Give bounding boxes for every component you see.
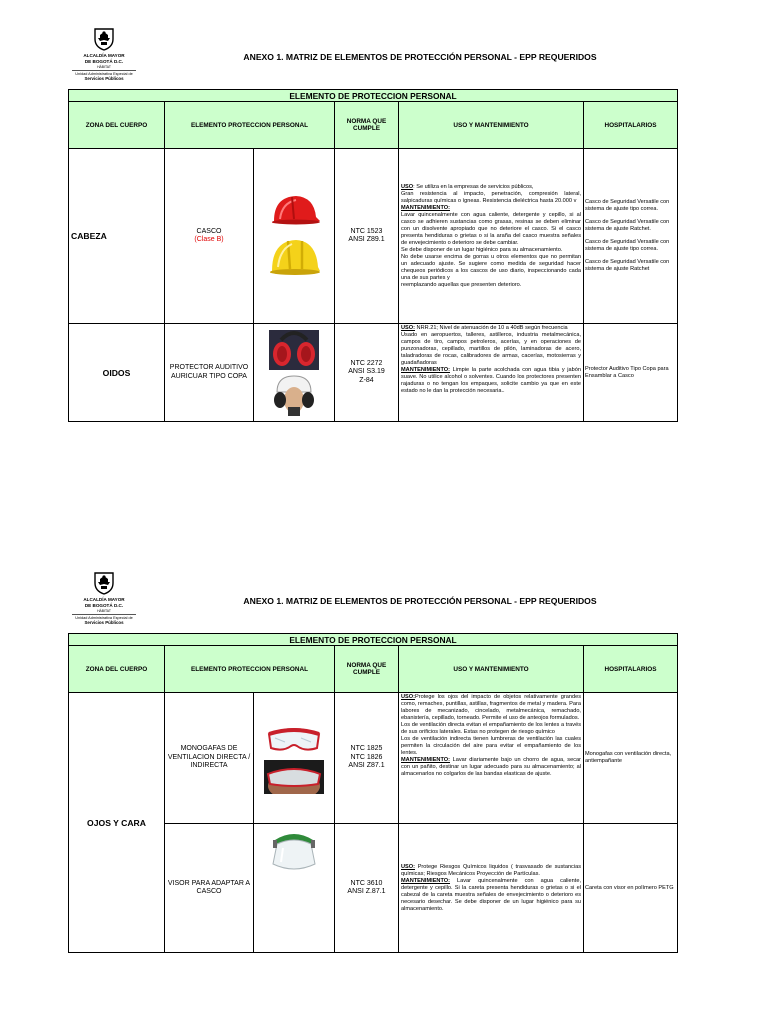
logo-line-5: Servicios Públicos <box>84 620 124 626</box>
logo-line-2: DE BOGOTÁ D.C. <box>84 59 124 65</box>
mant-line: Lavar quincenalmente con agua caliente, detergente y cepillo, si al casco se adhieren sustancias como grasas, resinas se deben eliminar con un disolvente apropiado que no deteriore el casco. Si el casco presenta hendiduras o grietas o si la araña del casco muestra señales de envejecimiento o deterioro se debe cambiar. <box>401 211 581 246</box>
element-casco <box>165 149 254 324</box>
hosp-item: Casco de Seguridad Versatile con sistema de ajuste Ratchet. <box>585 219 670 232</box>
goggles-image <box>265 722 323 756</box>
header-elemento: ELEMENTO PROTECCION PERSONAL <box>165 646 335 693</box>
mantenimiento-label: MANTENIMIENTO: <box>401 877 450 884</box>
logo-line-4: Unidad Administrativa Especial de <box>75 615 133 620</box>
auditivo-images <box>254 324 335 422</box>
mant-line: Lavar diariamente bajo un chorro de agua, secar con un pañito, destinar un lugar adecuado para su almacenamiento; al almacenarlos no colgarlos de las bandas elasticas de ajuste. <box>401 757 581 777</box>
header-elemento: ELEMENTO PROTECCION PERSONAL <box>165 102 335 149</box>
zone-cabeza: CABEZA <box>69 149 165 324</box>
header-uso: USO Y MANTENIMIENTO <box>399 646 584 693</box>
mant-line: No debe usarse encima de gorras u otros elementos que no permitan un adecuado ajuste. Se sugiere como medida de seguridad hacer chequeos periódicos a los cascos de uso diario, inspeccionando cada una de sus partes y <box>401 253 581 281</box>
table-row <box>69 149 678 324</box>
norma-casco: NTC 1523 ANSI Z89.1 <box>335 149 399 324</box>
zone-ojos-cara: OJOS Y CARA <box>69 693 165 953</box>
mant-line: reemplazando aquellas que presenten deterioro. <box>401 281 522 288</box>
norma-auditivo: NTC 2272 ANSI S3.19 Z-84 <box>335 324 399 422</box>
element-casco-label: CASCO <box>196 227 222 235</box>
uso-casco <box>399 149 584 324</box>
alcaldia-logo <box>70 570 138 625</box>
logo-line-1: ALCALDÍA MAYOR <box>83 597 125 602</box>
mant-line: Limpie la parte acolchada con agua tibia y jabón suave. No utilice alcohol o solventes. Cuando los protectores presenten rajaduras o no tengan los empaques, solicite cambio ya que en este estado no le dan la protección necesaria.. <box>401 367 581 394</box>
logo-line-5: Servicios Públicos <box>84 76 124 82</box>
uso-monogafas <box>399 693 584 824</box>
epp-table <box>68 633 678 953</box>
logo-line-3: HÁBITAT <box>97 64 111 69</box>
mant-line: Lavar quincenalmente con agua caliente, detergente y cepillo. Si la careta presenta hendiduras o grietas o si el cabezal de la careta muestra señales de envejecimiento o deterioro es necesario desechar. Se debe disponer de un lugar higiénico para su almacenamiento. <box>401 877 581 912</box>
hosp-item: Casco de Seguridad Versatile con sistema de ajuste tipo correa. <box>585 199 670 212</box>
uso-visor <box>399 824 584 953</box>
uso-text: NRR.21; Nivel de atenuación de 10 a 40dB según frecuencia <box>414 325 568 331</box>
header-zona: ZONA DEL CUERPO <box>69 102 165 149</box>
table-row <box>69 324 678 422</box>
uso-label: USO <box>401 183 414 190</box>
face-shield-image <box>267 828 321 872</box>
yellow-helmet-image <box>266 233 322 281</box>
visor-images <box>254 824 335 953</box>
element-visor: VISOR PARA ADAPTAR A CASCO <box>165 824 254 953</box>
norma-visor: NTC 3610 ANSI Z.87.1 <box>335 824 399 953</box>
casco-images <box>254 149 335 324</box>
logo-line-1: ALCALDÍA MAYOR <box>83 53 125 58</box>
earmuff-image <box>269 330 319 370</box>
logo-divider <box>72 70 136 71</box>
element-protector-auditivo: PROTECTOR AUDITIVO AURICUAR TIPO COPA <box>165 324 254 422</box>
uso-line: Los de ventilación indirecta tienen lumbreras de ventilación las cuales permiten la circulación del aire para evitar el empañamiento de los lentes. <box>401 736 581 756</box>
table-caption: ELEMENTO DE PROTECCION PERSONAL <box>69 634 678 646</box>
goggles-worn-image <box>264 760 324 794</box>
logo-divider <box>72 614 136 615</box>
alcaldia-logo <box>70 26 138 81</box>
uso-text: Protege los ojos del impacto de objetos relativamente grandes como, remaches, puntillas, astillas, fragmentos de metal y madera. Para labores de mecanizado, cincelado, metalmecánica, remachado, ebanistería, cepillado, torneado. Permite el uso de anteojos formulados. <box>401 694 581 721</box>
red-helmet-image <box>266 191 322 229</box>
norma-monogafas: NTC 1825 NTC 1826 ANSI Z87.1 <box>335 693 399 824</box>
mantenimiento-label: MANTENIMIENTO: <box>401 367 450 373</box>
mant-line: Se debe disponer de un lugar higiénico para su almacenamiento. <box>401 246 563 253</box>
uso-text: : Se utiliza en la empresas de servicios públicos, <box>413 183 534 190</box>
header-uso: USO Y MANTENIMIENTO <box>399 102 584 149</box>
document-title: ANEXO 1. MATRIZ DE ELEMENTOS DE PROTECCIÓN PERSONAL - EPP REQUERIDOS <box>243 52 597 62</box>
table-row <box>69 693 678 824</box>
header-zona: ZONA DEL CUERPO <box>69 646 165 693</box>
hosp-casco <box>584 149 678 324</box>
uso-label: USO: <box>401 863 415 870</box>
mantenimiento-label: MANTENIMIENTO: <box>401 204 450 211</box>
uso-label: USO: <box>401 325 415 331</box>
logo-line-2: DE BOGOTÁ D.C. <box>84 603 124 609</box>
uso-line: Usado en aeropuertos, talleres, astilleros, industria metalmecánica, campos de tiro, campos petroleros, acerías, y en operaciones de punzonadoras, cepillado, martillos de pilón, laminadoras de acero, taladradoras de rocas, calibradores de armas, cacerías, motosierras y guadañadoras <box>401 332 581 366</box>
hosp-item: Casco de Seguridad Versatile con sistema de ajuste Ratchet <box>585 259 670 272</box>
uso-auditivo <box>399 324 584 422</box>
header-norma: NORMA QUE CUMPLE <box>335 102 399 149</box>
hosp-visor: Careta con visor en polímero PETG <box>584 824 678 953</box>
uso-label: USO: <box>401 694 415 700</box>
uso-line: Los de ventilación directa evitan el empañamiento de los lentes a través de sus orificios laterales. Estas no protegen de riesgo químico <box>401 722 581 735</box>
uso-text: Protege Riesgos Químicos liquidos ( trasvasado de sustancias químicas; Riesgos Mecánicos Proyección de Partículas. <box>401 863 581 877</box>
logo-line-3: HÁBITAT <box>97 608 111 613</box>
document-title: ANEXO 1. MATRIZ DE ELEMENTOS DE PROTECCIÓN PERSONAL - EPP REQUERIDOS <box>243 596 597 606</box>
epp-table <box>68 89 678 422</box>
logo-line-4: Unidad Administrativa Especial de <box>75 71 133 76</box>
coat-of-arms-icon <box>91 26 117 52</box>
hosp-auditivo: Protector Auditivo Tipo Copa para Ensamblar a Casco <box>584 324 678 422</box>
zone-oidos: OIDOS <box>69 324 165 422</box>
mantenimiento-label: MANTENIMIENTO: <box>401 757 450 763</box>
hosp-item: Casco de Seguridad Versatile con sistema de ajuste tipo correa. <box>585 239 670 252</box>
header-hospitalarios: HOSPITALARIOS <box>584 102 678 149</box>
header-hospitalarios: HOSPITALARIOS <box>584 646 678 693</box>
coat-of-arms-icon <box>91 570 117 596</box>
element-monogafas: MONOGAFAS DE VENTILACION DIRECTA / INDIRECTA <box>165 693 254 824</box>
uso-line: Gran resistencia al impacto, penetración, compresión lateral, salpicaduras químicas o ígneas. Resistencia dieléctrica hasta 20.000 v <box>401 190 581 204</box>
monogafas-images <box>254 693 335 824</box>
hosp-monogafas: Monogafas con ventilación directa, antiempañante <box>584 693 678 824</box>
element-casco-class: (Clase B) <box>194 236 224 243</box>
header-norma: NORMA QUE CUMPLE <box>335 646 399 693</box>
table-header-row <box>69 646 678 693</box>
table-header-row <box>69 102 678 149</box>
table-caption: ELEMENTO DE PROTECCION PERSONAL <box>69 90 678 102</box>
helmet-earmuff-image <box>271 374 317 416</box>
